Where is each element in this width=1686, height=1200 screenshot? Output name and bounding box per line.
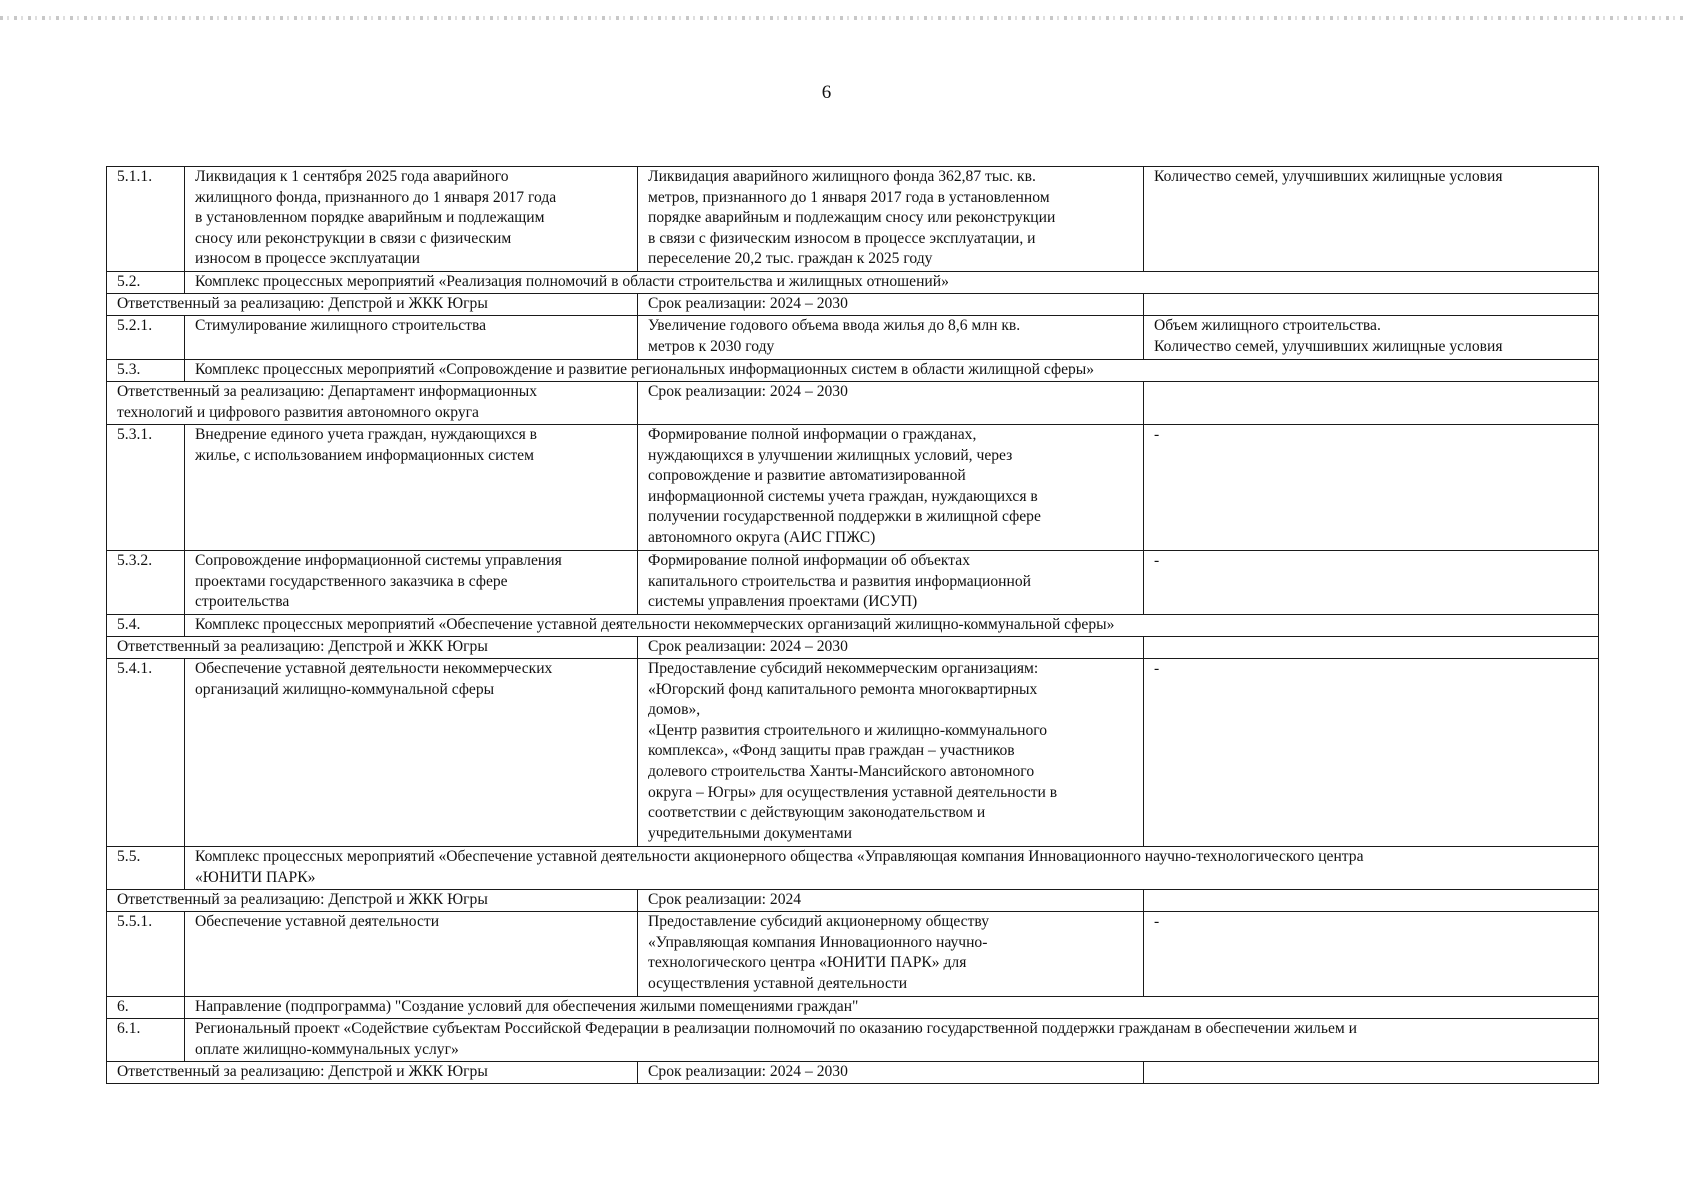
task-line: Обеспечение уставной деятельности [195,913,440,930]
indicator-line: - [1154,426,1160,443]
result-line: комплекса», «Фонд защиты прав граждан – участников [648,742,1015,760]
task-line: жилье, с использованием информационных систем [195,446,534,464]
table-row [107,382,1599,425]
section-title-line: Комплекс процессных мероприятий «Обеспечение уставной деятельности акционерного общества «Управляющая компания Инновационного научно-технологического центра [195,848,1364,865]
table-row [107,615,1599,637]
responsible-cell: Ответственный за реализацию: Депстрой и ЖКК Югры [107,637,638,659]
empty-cell [1144,890,1599,912]
table-row [107,551,1599,615]
task-cell [185,659,638,847]
row-number: 5.3. [107,360,185,382]
result-line: осуществления уставной деятельности [648,974,908,992]
result-line: Предоставление субсидий некоммерческим организациям: [648,660,1039,677]
row-number: 6.1. [107,1019,185,1062]
row-number: 5.2.1. [107,316,185,360]
table-row [107,912,1599,997]
task-line: строительства [195,593,290,611]
task-cell [185,167,638,272]
result-line: долевого строительства Ханты-Мансийского автономного [648,762,1035,780]
section-title-line: Региональный проект «Содействие субъектам Российской Федерации в реализации полномочий по оказанию государственной поддержки гражданам в обеспечении жильем и [195,1020,1357,1037]
task-cell [185,425,638,551]
table-row [107,637,1599,659]
result-line: «Югорский фонд капитального ремонта многоквартирных [648,680,1038,698]
indicator-cell [1144,912,1599,997]
result-line: системы управления проектами (ИСУП) [648,593,918,611]
measures-table [106,166,1599,1084]
indicator-cell [1144,551,1599,615]
row-number: 5.3.2. [107,551,185,615]
task-line: жилищного фонда, признанного до 1 января 2017 года [195,188,557,206]
row-number: 6. [107,997,185,1019]
scan-edge-noise [0,16,1686,20]
result-line: «Центр развития строительного и жилищно-коммунального [648,721,1048,739]
term-cell: Срок реализации: 2024 – 2030 [638,382,1144,425]
term-cell: Срок реализации: 2024 – 2030 [638,294,1144,316]
indicator-cell [1144,316,1599,360]
indicator-line: Количество семей, улучшивших жилищные условия [1154,168,1503,185]
row-number: 5.5.1. [107,912,185,997]
row-number: 5.2. [107,272,185,294]
result-line: учредительными документами [648,824,852,842]
responsible-cell: Ответственный за реализацию: Депстрой и ЖКК Югры [107,1062,638,1084]
table-row [107,316,1599,360]
term-cell: Срок реализации: 2024 – 2030 [638,1062,1144,1084]
table-row [107,360,1599,382]
result-line: информационной системы учета граждан, нуждающихся в [648,487,1038,505]
row-number: 5.5. [107,847,185,890]
result-line: округа – Югры» для осуществления уставной деятельности в [648,783,1058,801]
result-cell [638,167,1144,272]
table-row [107,847,1599,890]
task-line: Обеспечение уставной деятельности некоммерческих [195,660,553,677]
section-title-line: оплате жилищно-коммунальных услуг» [195,1040,459,1058]
empty-cell [1144,1062,1599,1084]
result-cell [638,659,1144,847]
task-line: Внедрение единого учета граждан, нуждающихся в [195,426,538,443]
section-title: Комплекс процессных мероприятий «Сопровождение и развитие региональных информационных систем в области жилищной сферы» [185,360,1599,382]
responsible-cell [107,382,638,425]
result-cell [638,316,1144,360]
result-line: автономного округа (АИС ГПЖС) [648,528,876,546]
result-line: Предоставление субсидий акционерному обществу [648,913,990,930]
indicator-line: - [1154,660,1160,677]
row-number: 5.4.1. [107,659,185,847]
result-line: «Управляющая компания Инновационного научно- [648,933,988,951]
result-line: метров, признанного до 1 января 2017 года в установленном [648,188,1050,206]
result-line: соответствии с действующим законодательством и [648,804,986,822]
result-line: в связи с физическим износом в процессе эксплуатации, и [648,229,1036,247]
row-number: 5.4. [107,615,185,637]
result-cell [638,912,1144,997]
empty-cell [1144,382,1599,425]
responsible-line: Ответственный за реализацию: Департамент информационных [117,383,538,400]
indicator-cell [1144,659,1599,847]
responsible-cell: Ответственный за реализацию: Депстрой и ЖКК Югры [107,294,638,316]
task-line: организаций жилищно-коммунальной сферы [195,680,495,698]
section-title: Направление (подпрограмма) "Создание условий для обеспечения жилыми помещениями граждан" [185,997,1599,1019]
result-line: нуждающихся в улучшении жилищных условий, через [648,446,1013,464]
result-line: порядке аварийным и подлежащим сносу или реконструкции [648,209,1056,227]
result-line: получении государственной поддержки в жилищной сфере [648,508,1041,526]
result-line: сопровождение и развитие автоматизированной [648,467,966,485]
task-line: проектами государственного заказчика в сфере [195,572,508,590]
result-line: Формирование полной информации об объектах [648,552,970,569]
row-number: 5.1.1. [107,167,185,272]
section-title: Комплекс процессных мероприятий «Обеспечение уставной деятельности некоммерческих организаций жилищно-коммунальной сферы» [185,615,1599,637]
table-row [107,167,1599,272]
task-cell [185,912,638,997]
section-title: Комплекс процессных мероприятий «Реализация полномочий в области строительства и жилищных отношений» [185,272,1599,294]
indicator-cell [1144,425,1599,551]
result-line: технологического центра «ЮНИТИ ПАРК» для [648,954,967,972]
table-row [107,659,1599,847]
task-line: Стимулирование жилищного строительства [195,317,487,334]
indicator-line: Объем жилищного строительства. [1154,317,1381,334]
responsible-cell: Ответственный за реализацию: Депстрой и ЖКК Югры [107,890,638,912]
result-line: переселение 20,2 тыс. граждан к 2025 году [648,250,933,268]
row-number: 5.3.1. [107,425,185,551]
result-line: капитального строительства и развития информационной [648,572,1031,590]
task-line: сносу или реконструкции в связи с физическим [195,229,512,247]
indicator-line: - [1154,552,1160,569]
result-line: Формирование полной информации о гражданах, [648,426,977,443]
table-row [107,425,1599,551]
indicator-line: Количество семей, улучшивших жилищные условия [1154,337,1503,355]
table-row [107,997,1599,1019]
result-line: Увеличение годового объема ввода жилья до 8,6 млн кв. [648,317,1021,334]
section-title-line: «ЮНИТИ ПАРК» [195,868,316,886]
responsible-line: технологий и цифрового развития автономного округа [117,403,479,421]
task-line: износом в процессе эксплуатации [195,250,420,268]
table-row [107,294,1599,316]
indicator-cell [1144,167,1599,272]
table-row [107,1062,1599,1084]
term-cell: Срок реализации: 2024 [638,890,1144,912]
section-title [185,1019,1599,1062]
result-line: домов», [648,701,701,719]
table-row [107,1019,1599,1062]
indicator-line: - [1154,913,1160,930]
section-title [185,847,1599,890]
empty-cell [1144,637,1599,659]
table-row [107,890,1599,912]
page-number: 6 [821,82,832,103]
result-cell [638,551,1144,615]
term-cell: Срок реализации: 2024 – 2030 [638,637,1144,659]
empty-cell [1144,294,1599,316]
result-cell [638,425,1144,551]
task-line: в установленном порядке аварийным и подлежащим [195,209,545,227]
table-row [107,272,1599,294]
task-line: Ликвидация к 1 сентября 2025 года аварийного [195,168,509,185]
task-cell [185,551,638,615]
task-line: Сопровождение информационной системы управления [195,552,562,569]
result-line: Ликвидация аварийного жилищного фонда 362,87 тыс. кв. [648,168,1036,185]
task-cell [185,316,638,360]
result-line: метров к 2030 году [648,337,775,355]
